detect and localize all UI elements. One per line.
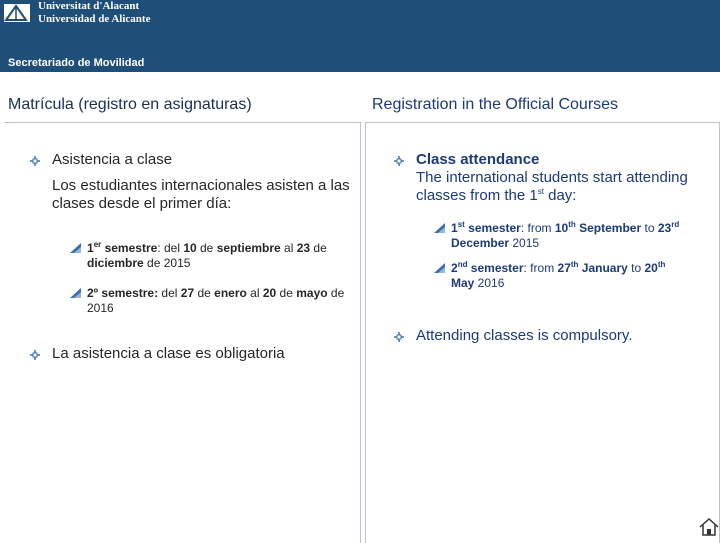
bullet-diamond-icon (394, 156, 404, 166)
left-attendance-body: Los estudiantes internacionales asisten a las clases desde el primer día: (52, 177, 350, 212)
bullet-diamond-icon (394, 332, 404, 342)
university-logo-icon (4, 4, 30, 22)
right-bullet-compulsory (394, 327, 709, 345)
left-sub-second-semester: 2º semestre: del 27 de enero al 20 de mayo de 2016 (70, 286, 355, 316)
left-bullet-attendance (30, 151, 350, 213)
header-band (0, 0, 720, 72)
right-attendance-body: The international students start attending classes from the 1st day: (416, 169, 688, 204)
left-sub-first-semester: 1er semestre: del 10 de septiembre al 23 de diciembre de 2015 (70, 241, 355, 271)
left-column-title: Matrícula (registro en asignaturas) (8, 96, 252, 113)
left-bullet-mandatory (30, 345, 350, 363)
department-name: Secretariado de Movilidad (8, 57, 145, 69)
right-sub-first-semester: 1st semester: from 10th September to 23rd December 2015 (434, 221, 714, 251)
arrow-bullet-icon (434, 263, 445, 273)
arrow-bullet-icon (70, 288, 81, 298)
home-icon[interactable] (698, 517, 720, 537)
right-attendance-heading: Class attendance (416, 151, 540, 168)
right-compulsory-text: Attending classes is compulsory. (416, 327, 633, 344)
university-name-spanish: Universidad de Alicante (38, 13, 151, 25)
right-panel (365, 122, 720, 543)
arrow-bullet-icon (70, 243, 81, 253)
bullet-diamond-icon (30, 156, 40, 166)
bullet-diamond-icon (30, 350, 40, 360)
right-column-title: Registration in the Official Courses (372, 96, 619, 113)
university-name-valencian: Universitat d'Alacant (38, 0, 140, 12)
left-panel (4, 122, 361, 543)
left-mandatory-text: La asistencia a clase es obligatoria (52, 345, 285, 362)
right-sub-second-semester: 2nd semester: from 27th January to 20th May 2016 (434, 261, 714, 291)
right-bullet-attendance (394, 151, 709, 205)
left-attendance-heading: Asistencia a clase (52, 151, 173, 168)
arrow-bullet-icon (434, 223, 445, 233)
